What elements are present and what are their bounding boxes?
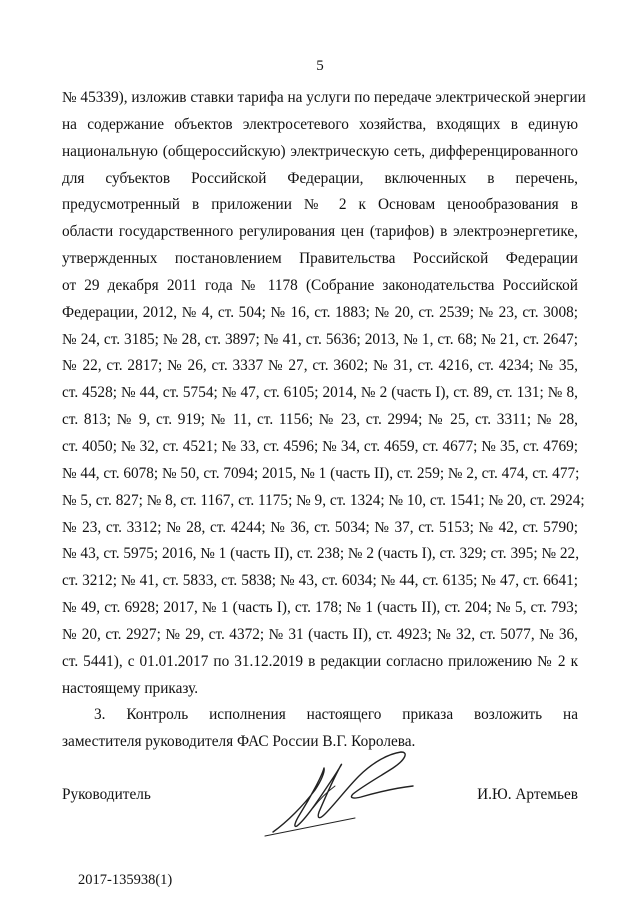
signer-title: Руководитель bbox=[62, 786, 151, 803]
body-line: заместителя руководителя ФАС России В.Г. Королева. bbox=[62, 733, 416, 751]
body-line: № 49, ст. 6928; 2017, № 1 (часть I), ст. 178; № 1 (часть II), ст. 204; № 5, ст. 793; bbox=[62, 599, 578, 617]
body-line: № 5, ст. 827; № 8, ст. 1167, ст. 1175; № 9, ст. 1324; № 10, ст. 1541; № 20, ст. 2924; bbox=[62, 491, 585, 509]
body-line: № 23, ст. 3312; № 28, ст. 4244; № 36, ст. 5034; № 37, ст. 5153; № 42, ст. 5790; bbox=[62, 518, 578, 536]
page-number: 5 bbox=[316, 58, 324, 74]
body-line: от 29 декабря 2011 года № 1178 (Собрание законодательства Российской bbox=[62, 276, 578, 294]
body-line: № 24, ст. 3185; № 28, ст. 3897; № 41, ст. 5636; 2013, № 1, ст. 68; № 21, ст. 2647; bbox=[62, 330, 578, 348]
body-line: ст. 4528; № 44, ст. 5754; № 47, ст. 6105; 2014, № 2 (часть I), ст. 89, ст. 131; № 8, bbox=[62, 384, 578, 402]
body-line: на содержание объектов электросетевого хозяйства, входящих в единую bbox=[62, 115, 578, 133]
body-line: предусмотренный в приложении № 2 к Основам ценообразования в bbox=[62, 196, 578, 214]
body-line: ст. 4050; № 32, ст. 4521; № 33, ст. 4596; № 34, ст. 4659, ст. 4677; № 35, ст. 4769; bbox=[62, 437, 578, 455]
handwritten-signature bbox=[255, 748, 425, 843]
body-line: ст. 3212; № 41, ст. 5833, ст. 5838; № 43, ст. 6034; № 44, ст. 6135; № 47, ст. 6641; bbox=[62, 572, 578, 590]
body-line: ст. 5441), с 01.01.2017 по 31.12.2019 в редакции согласно приложению № 2 к bbox=[62, 652, 578, 670]
body-line: утвержденных постановлением Правительства Российской Федерации bbox=[62, 250, 578, 268]
body-line: № 22, ст. 2817; № 26, ст. 3337 № 27, ст. 3602; № 31, ст. 4216, ст. 4234; № 35, bbox=[62, 357, 578, 375]
body-line: № 45339), изложив ставки тарифа на услуги по передаче электрической энергии bbox=[62, 89, 586, 106]
body-line: ст. 813; № 9, ст. 919; № 11, ст. 1156; № 23, ст. 2994; № 25, ст. 3311; № 28, bbox=[62, 411, 578, 429]
body-line: области государственного регулирования цен (тарифов) в электроэнергетике, bbox=[62, 223, 578, 241]
body-line: Федерации, 2012, № 4, ст. 504; № 16, ст. 1883; № 20, ст. 2539; № 23, ст. 3008; bbox=[62, 303, 578, 321]
body-line: 3. Контроль исполнения настоящего приказа возложить на bbox=[94, 706, 578, 724]
body-line: настоящему приказу. bbox=[62, 679, 199, 697]
document-body bbox=[62, 85, 586, 756]
body-line: национальную (общероссийскую) электрическую сеть, дифференцированного bbox=[62, 142, 578, 160]
body-line: № 20, ст. 2927; № 29, ст. 4372; № 31 (часть II), ст. 4923; № 32, ст. 5077, № 36, bbox=[62, 625, 578, 643]
body-line: для субъектов Российской Федерации, включенных в перечень, bbox=[62, 169, 578, 187]
signer-name: И.Ю. Артемьев bbox=[477, 786, 578, 803]
body-line: № 44, ст. 6078; № 50, ст. 7094; 2015, № 1 (часть II), ст. 259; № 2, ст. 474, ст. 477; bbox=[62, 464, 580, 482]
body-line: № 43, ст. 5975; 2016, № 1 (часть II), ст. 238; № 2 (часть I), ст. 329; ст. 395; № 22, bbox=[62, 545, 580, 563]
document-number: 2017-135938(1) bbox=[78, 872, 173, 888]
